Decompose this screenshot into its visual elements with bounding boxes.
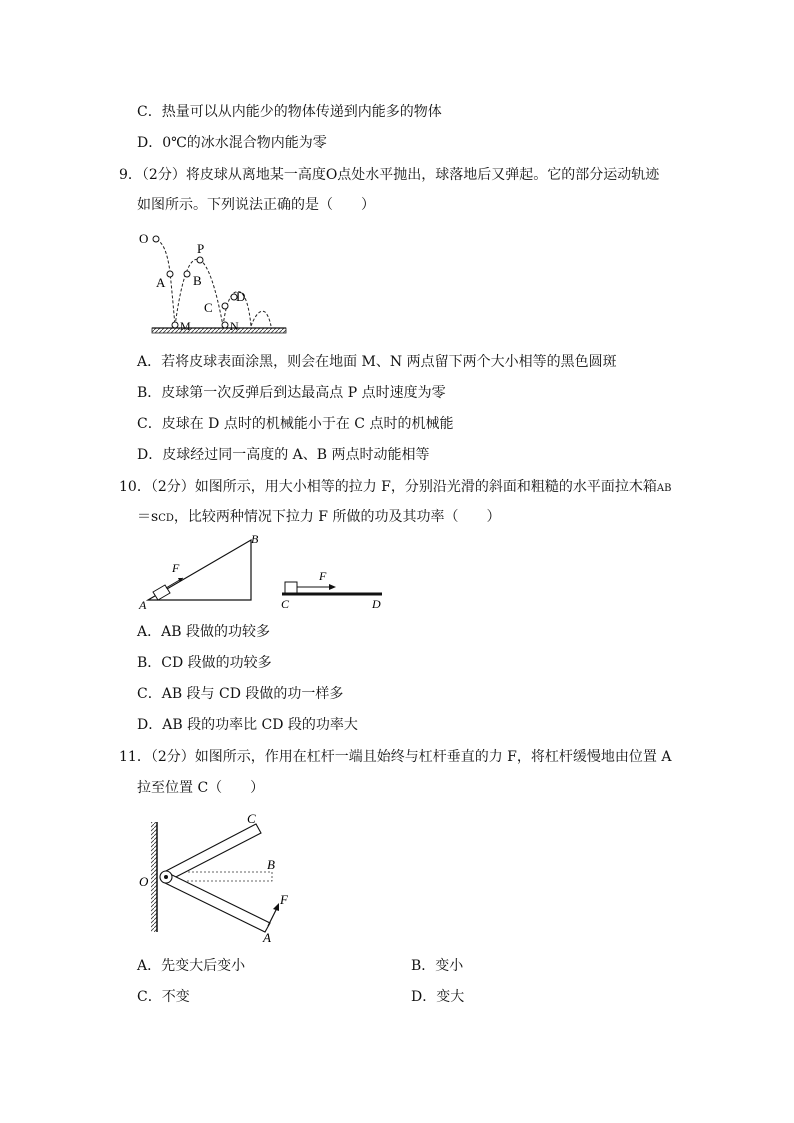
ball-C — [222, 303, 228, 309]
q11-option-b: B．变小 — [411, 958, 464, 974]
q9-option-c: C．皮球在 D 点时的机械能小于在 C 点时的机械能 — [137, 416, 454, 432]
label-F-horizontal: F — [319, 569, 327, 583]
q11-option-d: D．变大 — [411, 989, 465, 1005]
label-F-incline: F — [172, 561, 180, 575]
q10-stem-line2 — [137, 508, 500, 528]
q11-option-a: A．先变大后变小 — [137, 958, 246, 974]
q10-stem-line2-post: ，比较两种情况下拉力 F 所做的功及其功率（ ） — [173, 509, 501, 525]
label-O: O — [139, 231, 149, 246]
label-C: C — [281, 597, 290, 611]
label-N: N — [230, 319, 239, 333]
q10-sub-ab: AB — [656, 483, 672, 494]
force-arrow-F — [268, 908, 277, 926]
q10-figure — [136, 530, 396, 615]
q9-option-b: B．皮球第一次反弹后到达最高点 P 点时速度为零 — [137, 385, 446, 401]
q10-option-b: B．CD 段做的功较多 — [137, 655, 272, 671]
label-P: P — [197, 241, 205, 256]
label-F: F — [280, 892, 288, 907]
label-C: C — [247, 811, 256, 826]
q9-stem-line1: 9．（2分）将皮球从离地某一高度O点处水平抛出，球落地后又弹起。它的部分运动轨迹 — [119, 167, 660, 183]
ball-N — [222, 322, 228, 328]
q8-option-c: C．热量可以从内能少的物体传递到内能多的物体 — [137, 104, 442, 120]
q10-stem-line1-text: 10．（2分）如图所示，用大小相等的拉力 F，分别沿光滑的斜面和粗糙的水平面拉木箱 — [119, 479, 657, 495]
q11-stem-line2: 拉至位置 C（ ） — [137, 780, 265, 796]
q10-option-a: A．AB 段做的功较多 — [137, 624, 270, 640]
ball-A — [167, 271, 173, 277]
label-A: A — [263, 930, 271, 945]
label-A: A — [139, 598, 147, 612]
q11-lever-figure — [130, 808, 300, 946]
q11-option-c: C．不变 — [137, 989, 190, 1005]
ball-M — [172, 322, 178, 328]
q9-option-d: D．皮球经过同一高度的 A、B 两点时动能相等 — [137, 447, 430, 463]
lever-position-A — [163, 873, 270, 932]
label-O: O — [139, 874, 149, 889]
q10-sub-cd: CD — [158, 513, 174, 524]
q10-option-c: C．AB 段与 CD 段做的功一样多 — [137, 686, 344, 702]
label-B: B — [267, 857, 275, 872]
label-B: B — [193, 273, 202, 288]
q10-option-d: D．AB 段的功率比 CD 段的功率大 — [137, 717, 358, 733]
q9-bouncing-ball-figure — [130, 222, 300, 342]
q11-stem-line1: 11．（2分）如图所示，作用在杠杆一端且始终与杠杆垂直的力 F，将杠杆缓慢地由位置 A — [119, 749, 672, 765]
label-M: M — [180, 319, 191, 333]
q10-stem-line2-pre: ＝s — [137, 509, 159, 525]
box-on-surface — [285, 582, 297, 593]
q9-stem-line2: 如图所示。下列说法正确的是（ ） — [137, 197, 375, 213]
ground — [152, 328, 286, 333]
label-B: B — [251, 532, 259, 546]
q8-option-d: D．0℃的冰水混合物内能为零 — [137, 135, 327, 151]
ball-P — [197, 257, 203, 263]
label-D: D — [372, 597, 381, 611]
ball-B — [184, 271, 190, 277]
lever-position-C — [164, 824, 261, 881]
label-D: D — [236, 289, 246, 304]
label-A: A — [156, 275, 166, 290]
q9-option-a: A．若将皮球表面涂黑，则会在地面 M、N 两点留下两个大小相等的黑色圆斑 — [137, 354, 617, 370]
label-C: C — [204, 300, 213, 315]
q10-stem-line1 — [119, 478, 671, 498]
ball-O — [153, 236, 159, 242]
wall — [151, 822, 157, 932]
